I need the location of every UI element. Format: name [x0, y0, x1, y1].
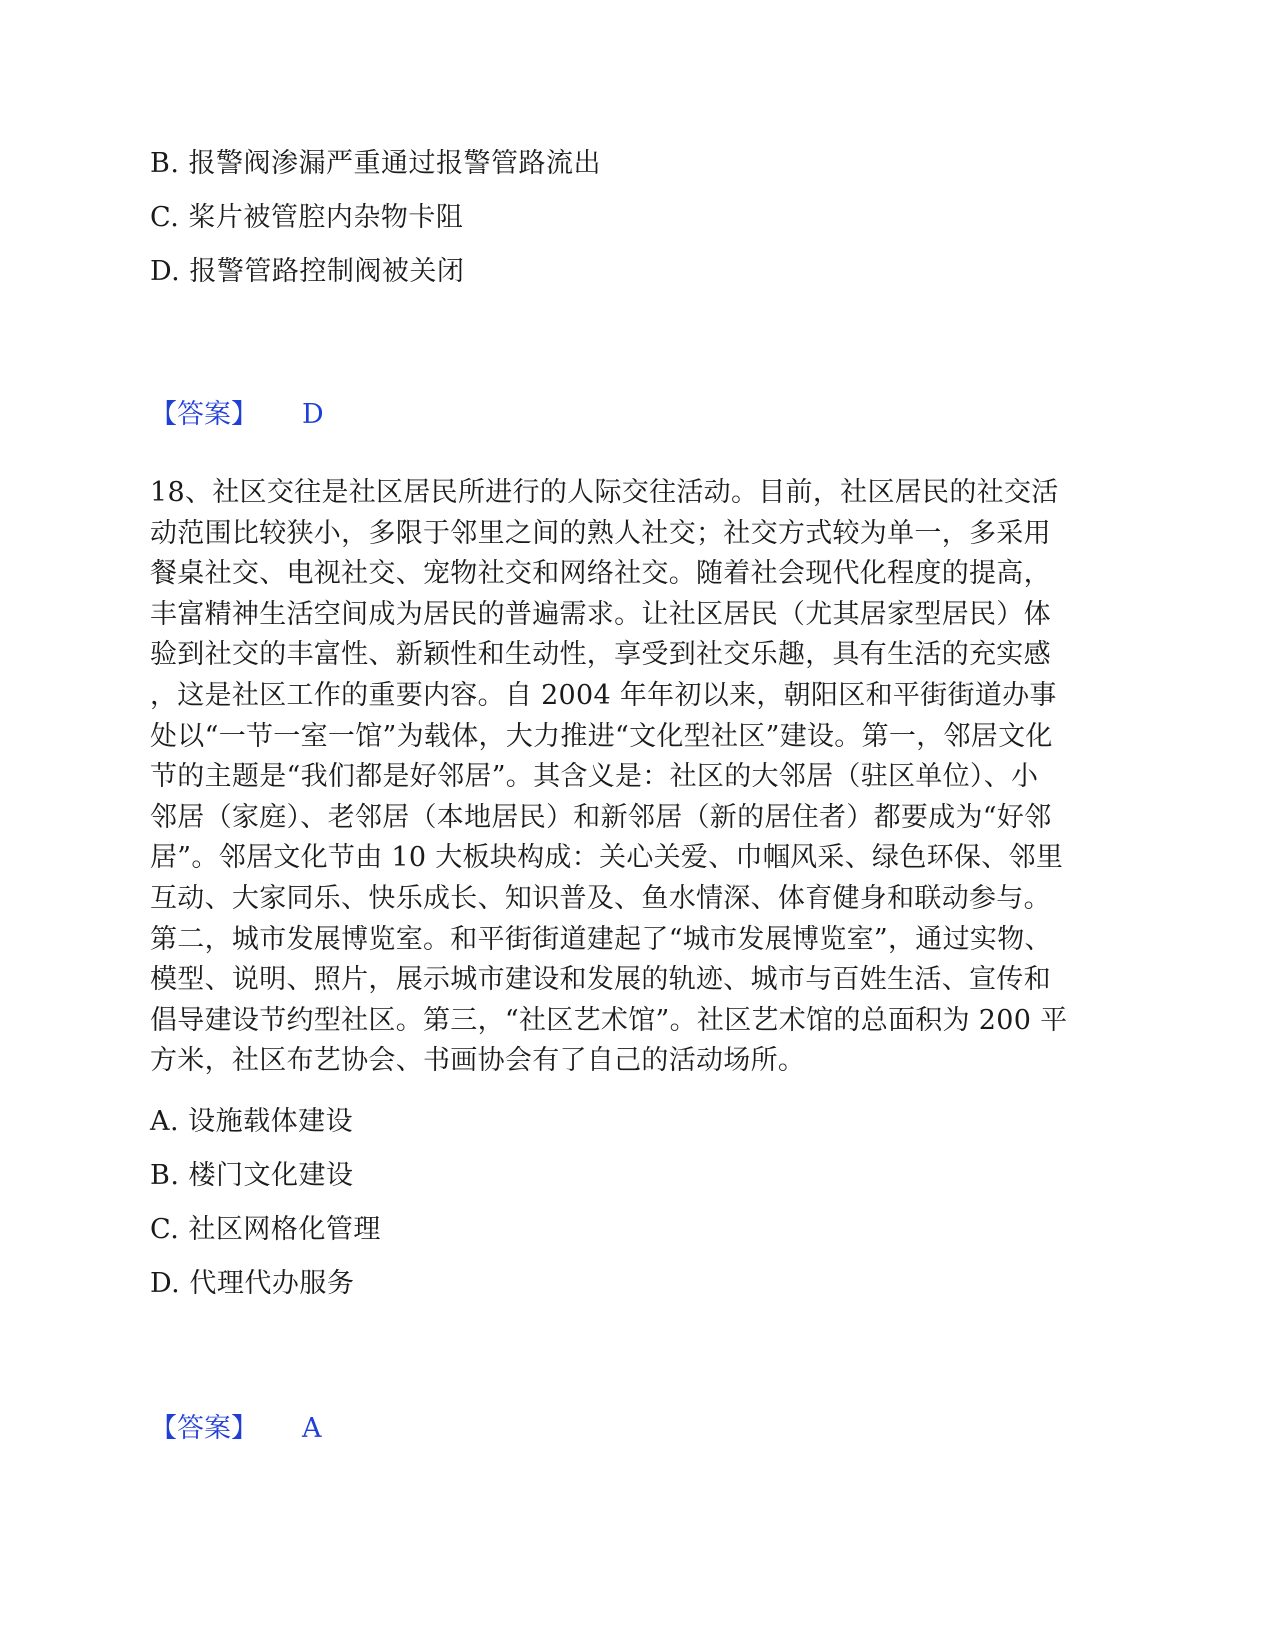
- answer-value: A: [302, 1413, 322, 1444]
- question-line: 邻居（家庭）、老邻居（本地居民）和新邻居（新的居住者）都要成为“好邻: [150, 801, 1052, 833]
- answer-label: 【答案】: [150, 1413, 258, 1444]
- prev-option-d: D. 报警管路控制阀被关闭: [150, 256, 465, 287]
- question-line: 方米，社区布艺协会、书画协会有了自己的活动场所。: [150, 1045, 806, 1077]
- question-line: 处以“一节一室一馆”为载体，大力推进“文化型社区”建设。第一，邻居文化: [150, 720, 1053, 752]
- option-a: A. 设施载体建设: [150, 1106, 354, 1137]
- question-18-answer: [150, 1412, 322, 1446]
- question-line: 居”。邻居文化节由 10 大板块构成：关心关爱、巾帼风采、绿色环保、邻里: [150, 842, 1064, 874]
- option-b: B. 楼门文化建设: [150, 1160, 354, 1191]
- question-line: ，这是社区工作的重要内容。自 2004 年年初以来，朝阳区和平街街道办事: [150, 679, 1057, 711]
- question-line: 第二，城市发展博览室。和平街街道建起了“城市发展博览室”，通过实物、: [150, 923, 1052, 955]
- prev-option-b: B. 报警阀渗漏严重通过报警管路流出: [150, 148, 602, 179]
- question-line: 丰富精神生活空间成为居民的普遍需求。让社区居民（尤其居家型居民）体: [150, 598, 1051, 630]
- answer-label: 【答案】: [150, 399, 258, 430]
- question-18-stem: [150, 473, 1120, 1082]
- question-line: 餐桌社交、电视社交、宠物社交和网络社交。随着社会现代化程度的提高，: [150, 558, 1051, 590]
- question-line: 模型、说明、照片，展示城市建设和发展的轨迹、城市与百姓生活、宣传和: [150, 964, 1051, 996]
- question-line: 互动、大家同乐、快乐成长、知识普及、鱼水情深、体育健身和联动参与。: [150, 882, 1051, 914]
- question-line: 18、社区交往是社区居民所进行的人际交往活动。目前，社区居民的社交活: [150, 477, 1059, 508]
- question-line: 验到社交的丰富性、新颖性和生动性，享受到社交乐趣，具有生活的充实感: [150, 639, 1051, 671]
- answer-value: D: [302, 399, 324, 430]
- option-c: C. 社区网格化管理: [150, 1214, 381, 1245]
- prev-option-c: C. 桨片被管腔内杂物卡阻: [150, 202, 464, 233]
- option-d: D. 代理代办服务: [150, 1268, 355, 1299]
- question-line: 动范围比较狭小，多限于邻里之间的熟人社交；社交方式较为单一，多采用: [150, 517, 1051, 549]
- prev-answer: [150, 398, 324, 432]
- question-line: 节的主题是“我们都是好邻居”。其含义是：社区的大邻居（驻区单位）、小: [150, 761, 1039, 793]
- question-line: 倡导建设节约型社区。第三，“社区艺术馆”。社区艺术馆的总面积为 200 平: [150, 1004, 1068, 1036]
